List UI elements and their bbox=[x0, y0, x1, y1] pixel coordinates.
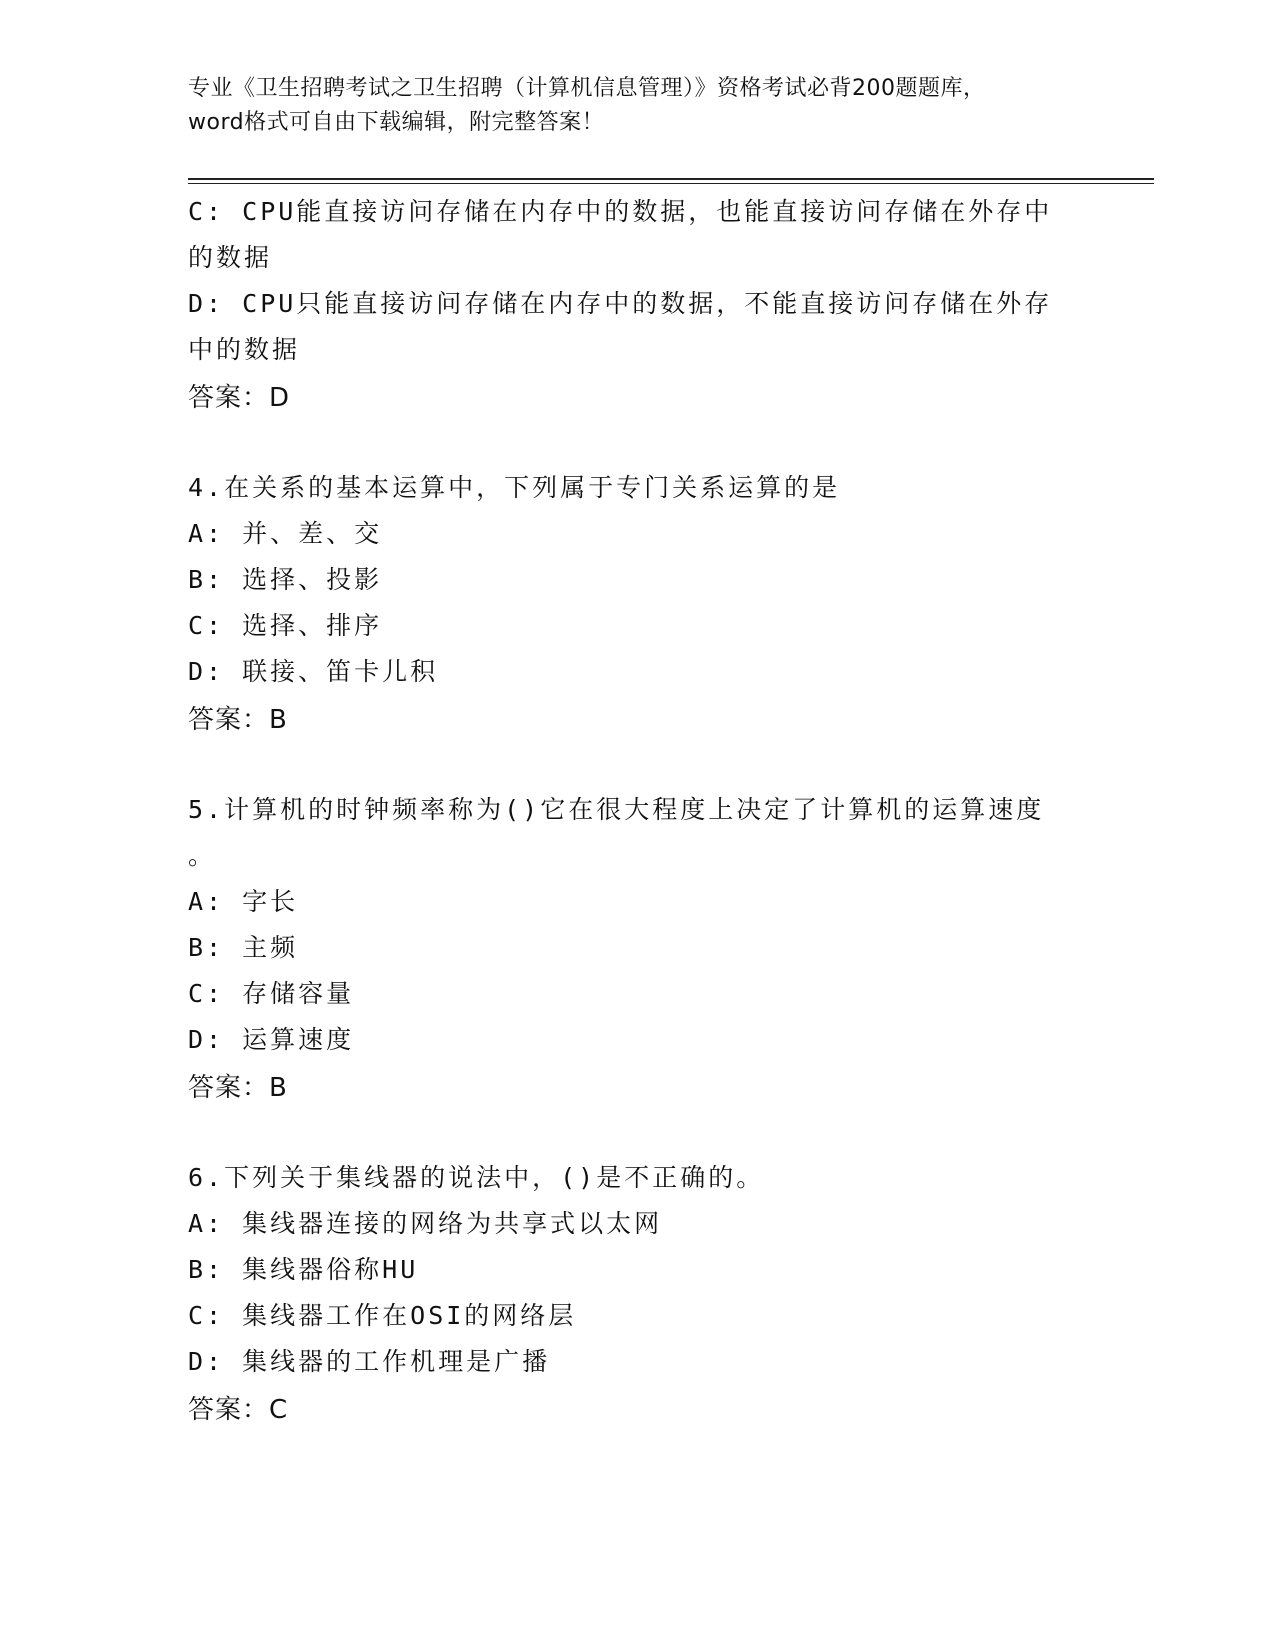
document-header bbox=[188, 72, 1088, 140]
question-stem-continued: 。 bbox=[188, 841, 217, 870]
option-c: C: 集线器工作在OSI的网络层 bbox=[188, 1301, 577, 1330]
question-5 bbox=[188, 787, 1078, 1111]
option-b: B: 主频 bbox=[188, 933, 299, 962]
spacer bbox=[188, 1111, 1078, 1155]
option-c-line-2: 的数据 bbox=[188, 243, 273, 272]
question-4 bbox=[188, 465, 1078, 743]
option-b: B: 集线器俗称HU bbox=[188, 1255, 419, 1284]
question-stem: 5.计算机的时钟频率称为()它在很大程度上决定了计算机的运算速度 bbox=[188, 795, 1045, 824]
option-c: C: 存储容量 bbox=[188, 979, 355, 1008]
option-b: B: 选择、投影 bbox=[188, 565, 383, 594]
option-c: C: 选择、排序 bbox=[188, 611, 383, 640]
option-a: A: 并、差、交 bbox=[188, 519, 383, 548]
header-rule-thick bbox=[188, 178, 1154, 180]
option-c-line-1: C: CPU能直接访问存储在内存中的数据，也能直接访问存储在外存中 bbox=[188, 197, 1053, 226]
question-stem: 4.在关系的基本运算中，下列属于专门关系运算的是 bbox=[188, 473, 841, 502]
spacer bbox=[188, 743, 1078, 787]
option-d: D: 联接、笛卡儿积 bbox=[188, 657, 439, 686]
option-d: D: 运算速度 bbox=[188, 1025, 355, 1054]
option-a: A: 字长 bbox=[188, 887, 299, 916]
answer-line: 答案：B bbox=[188, 705, 288, 735]
question-3-partial bbox=[188, 189, 1078, 421]
spacer bbox=[188, 421, 1078, 465]
header-line-1: 专业《卫生招聘考试之卫生招聘（计算机信息管理）》资格考试必背200题题库， bbox=[188, 76, 986, 101]
answer-line: 答案：B bbox=[188, 1073, 288, 1103]
option-d-line-1: D: CPU只能直接访问存储在内存中的数据，不能直接访问存储在外存 bbox=[188, 289, 1053, 318]
option-d-line-2: 中的数据 bbox=[188, 335, 301, 364]
option-a: A: 集线器连接的网络为共享式以太网 bbox=[188, 1209, 663, 1238]
header-line-2: word格式可自由下载编辑，附完整答案！ bbox=[188, 110, 605, 135]
answer-line: 答案：D bbox=[188, 383, 291, 413]
question-stem: 6.下列关于集线器的说法中，()是不正确的。 bbox=[188, 1163, 765, 1192]
option-d: D: 集线器的工作机理是广播 bbox=[188, 1347, 551, 1376]
answer-line: 答案：C bbox=[188, 1395, 289, 1425]
question-6 bbox=[188, 1155, 1078, 1433]
header-rule-thin bbox=[188, 183, 1154, 184]
question-list bbox=[188, 189, 1078, 1433]
